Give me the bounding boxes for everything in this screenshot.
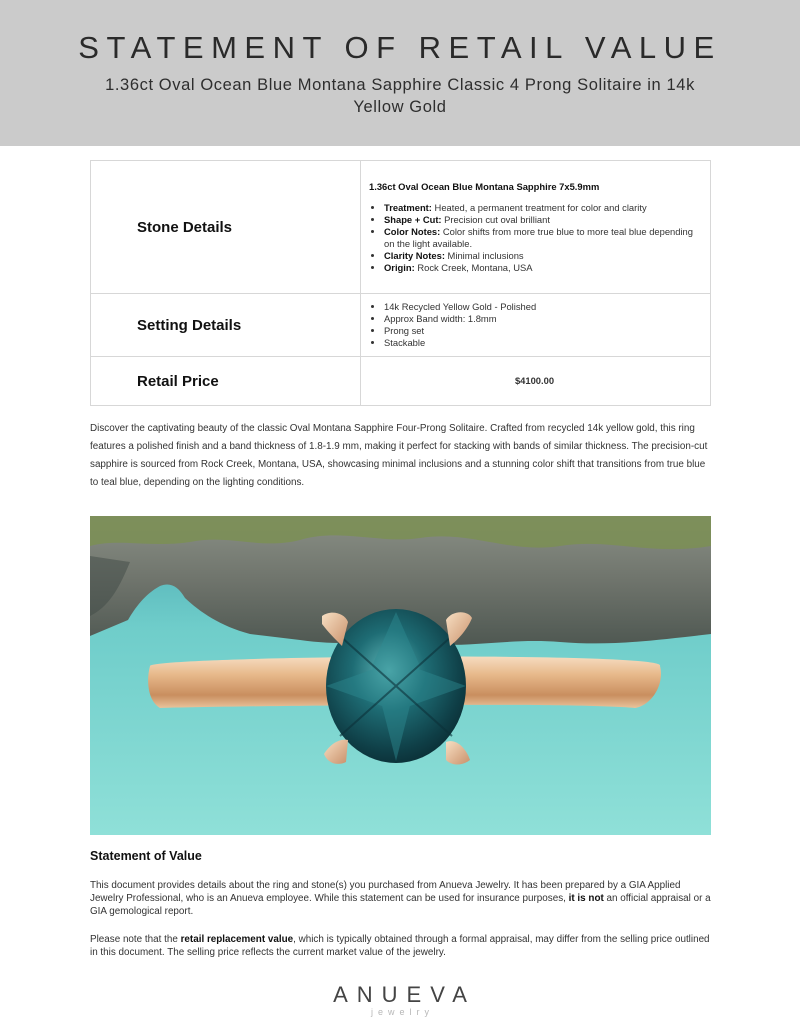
detail-value: Color shifts from more true blue to more teal blue depending on the light available. [384, 225, 693, 249]
detail-key: Treatment: [384, 201, 432, 213]
text-run: This document provides details about the ring and stone(s) you purchased from Anueva Jewelry. It has been prepared by a GIA Applied Jewelry Professional, who is an Anueva employee. While this statement can be used for insurance purposes, [90, 880, 681, 904]
logo-wordmark: ANUEVA [333, 982, 476, 1007]
document-subtitle: 1.36ct Oval Ocean Blue Montana Sapphire Classic 4 Prong Solitaire in 14k Yellow Gold [105, 76, 695, 116]
detail-value: Heated, a permanent treatment for color and clarity [431, 201, 647, 213]
text-run: an official appraisal or a GIA gemological report. [90, 893, 711, 917]
logo-subtitle: jewelry [370, 1007, 434, 1017]
stone-heading: 1.36ct Oval Ocean Blue Montana Sapphire 7x5.9mm [369, 180, 600, 192]
setting-detail-item: • 14k Recycled Yellow Gold - Polished [384, 301, 700, 313]
ring-photo [90, 516, 711, 835]
emphasis-text: it is not [568, 893, 604, 904]
setting-details-label: Setting Details [91, 294, 361, 357]
stone-detail-item [384, 226, 700, 250]
detail-value: Precision cut oval brilliant [441, 213, 550, 225]
stone-detail-item [384, 262, 700, 274]
stone-details-list [369, 202, 700, 274]
setting-detail-item: • Stackable [384, 337, 700, 349]
detail-key: Clarity Notes: [384, 249, 445, 261]
retail-price-label: Retail Price [91, 357, 361, 406]
setting-details-row [91, 294, 711, 357]
detail-key: Color Notes: [384, 225, 441, 237]
detail-key: Origin: [384, 261, 415, 273]
setting-detail-item: • Approx Band width: 1.8mm [384, 313, 700, 325]
stone-detail-item [384, 202, 700, 214]
details-table [90, 160, 711, 406]
emphasis-text: retail replacement value [180, 934, 294, 945]
statement-of-value-heading: Statement of Value [90, 849, 202, 863]
detail-key: Shape + Cut: [384, 213, 442, 225]
anueva-logo [300, 982, 500, 1017]
setting-detail-item: • Prong set [384, 325, 700, 337]
header-banner [0, 0, 800, 146]
stone-detail-item [384, 250, 700, 262]
setting-details-content [361, 294, 711, 357]
stone-details-content [361, 161, 711, 294]
text-run: , which is typically obtained through a formal appraisal, may differ from the selling price outlined in this document. The selling price reflects the current market value of the jewelry. [90, 934, 710, 958]
stone-detail-item [384, 214, 700, 226]
detail-value: Rock Creek, Montana, USA [414, 261, 533, 273]
statement-paragraph-1 [90, 879, 712, 918]
retail-price-row [91, 357, 711, 406]
ring-photo-illustration [90, 516, 711, 835]
text-run: Please note that the [90, 934, 181, 945]
document-title: STATEMENT OF RETAIL VALUE [78, 30, 722, 65]
stone-details-row [91, 161, 711, 294]
setting-details-list [369, 301, 700, 349]
retail-price-value: $4100.00 [361, 357, 711, 406]
stone-details-label: Stone Details [91, 161, 361, 294]
product-description: Discover the captivating beauty of the classic Oval Montana Sapphire Four-Prong Solitaire. Crafted from recycled 14k yellow gold, this ring features a polished finish and a band thickness of 1.8-1.9 mm, making it perfect for stacking with bands of similar thickness. The precision-cut sapphire is sourced from Rock Creek, Montana, USA, showcasing minimal inclusions and a stunning color shift that transitions from true blue to teal blue, depending on the lighting conditions. [90, 423, 708, 488]
detail-value: Minimal inclusions [444, 249, 524, 261]
statement-paragraph-2 [90, 933, 712, 959]
